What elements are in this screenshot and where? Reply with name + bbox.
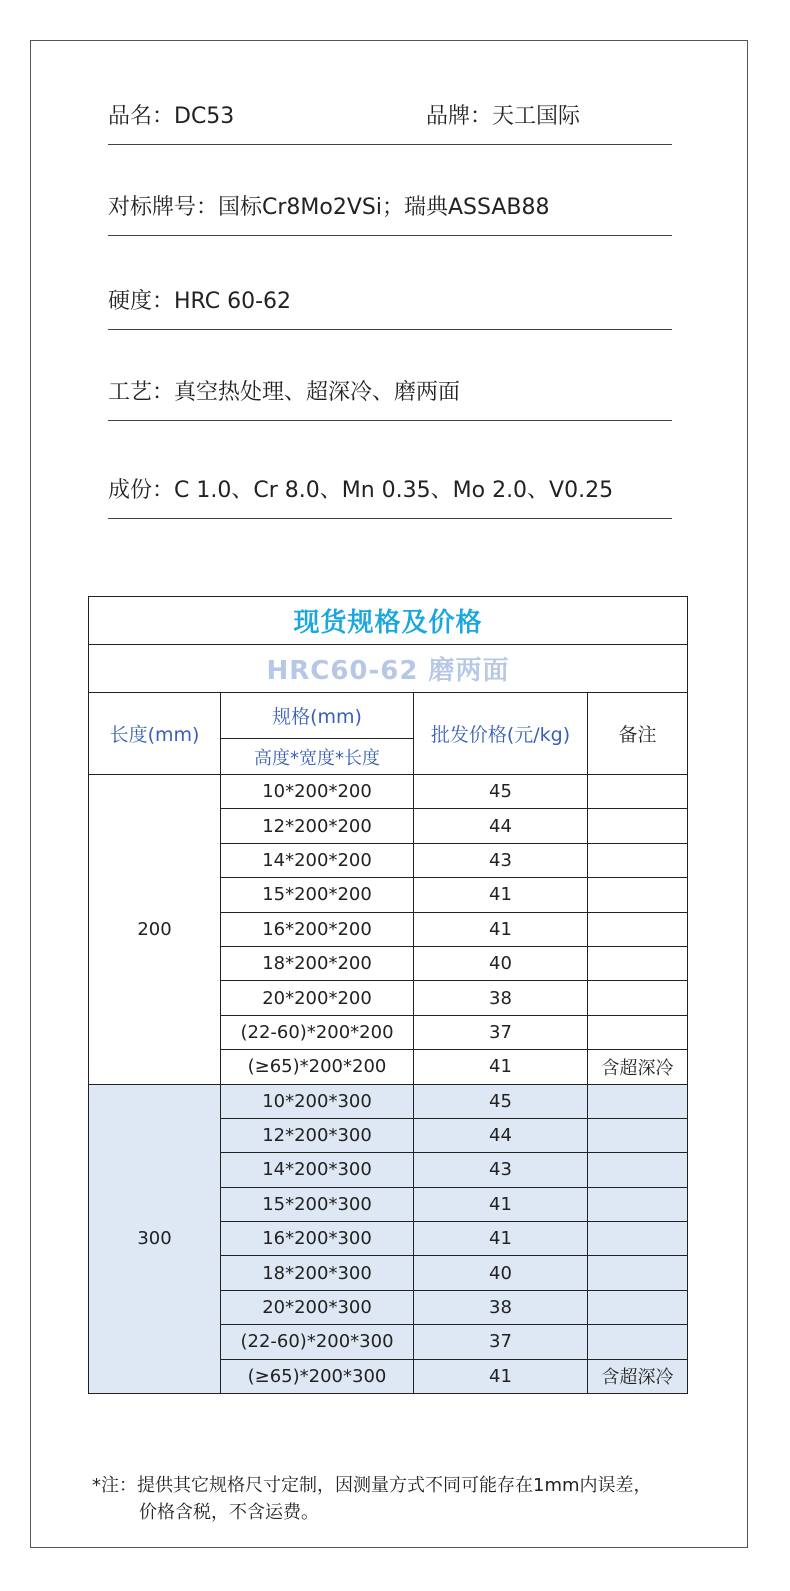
remark-cell bbox=[588, 775, 688, 809]
footnote-line-1: *注：提供其它规格尺寸定制，因测量方式不同可能存在1mm内误差， bbox=[92, 1475, 652, 1496]
spec-cell: 14*200*300 bbox=[221, 1153, 414, 1187]
remark-cell bbox=[588, 1325, 688, 1359]
spec-cell: 12*200*300 bbox=[221, 1118, 414, 1152]
spec-cell: 16*200*200 bbox=[221, 912, 414, 946]
footnote bbox=[92, 1472, 652, 1526]
length-cell: 300 bbox=[89, 1084, 221, 1394]
header-row bbox=[89, 693, 688, 739]
header-length: 长度(mm) bbox=[89, 693, 221, 775]
length-cell: 200 bbox=[89, 775, 221, 1085]
remark-cell bbox=[588, 1187, 688, 1221]
spec-cell: 20*200*300 bbox=[221, 1290, 414, 1324]
remark-cell bbox=[588, 1222, 688, 1256]
footnote-line-2: 价格含税，不含运费。 bbox=[139, 1502, 319, 1523]
header-remark: 备注 bbox=[588, 693, 688, 775]
price-cell: 40 bbox=[414, 1256, 588, 1290]
table-subtitle: HRC60-62 磨两面 bbox=[89, 645, 688, 693]
table-subtitle-row bbox=[89, 645, 688, 693]
header-price: 批发价格(元/kg) bbox=[414, 693, 588, 775]
remark-cell: 含超深冷 bbox=[588, 1050, 688, 1084]
remark-cell bbox=[588, 843, 688, 877]
spec-cell: (≥65)*200*200 bbox=[221, 1050, 414, 1084]
price-cell: 43 bbox=[414, 1153, 588, 1187]
price-cell: 45 bbox=[414, 1084, 588, 1118]
price-cell: 41 bbox=[414, 1222, 588, 1256]
table-title-row bbox=[89, 597, 688, 645]
composition: 成份：C 1.0、Cr 8.0、Mn 0.35、Mo 2.0、V0.25 bbox=[108, 478, 614, 503]
price-table bbox=[88, 596, 688, 1394]
price-cell: 43 bbox=[414, 843, 588, 877]
price-cell: 45 bbox=[414, 775, 588, 809]
spec-cell: 16*200*300 bbox=[221, 1222, 414, 1256]
table-title: 现货规格及价格 bbox=[89, 597, 688, 645]
spec-cell: (≥65)*200*300 bbox=[221, 1359, 414, 1393]
remark-cell bbox=[588, 912, 688, 946]
price-cell: 41 bbox=[414, 878, 588, 912]
spec-cell: 20*200*200 bbox=[221, 981, 414, 1015]
product-name: 品名：DC53 bbox=[108, 104, 235, 129]
spec-cell: 15*200*200 bbox=[221, 878, 414, 912]
price-cell: 41 bbox=[414, 1359, 588, 1393]
process: 工艺：真空热处理、超深冷、磨两面 bbox=[108, 380, 461, 405]
price-cell: 38 bbox=[414, 1290, 588, 1324]
remark-cell bbox=[588, 946, 688, 980]
spec-cell: 14*200*200 bbox=[221, 843, 414, 877]
price-cell: 41 bbox=[414, 1050, 588, 1084]
spec-cell: 15*200*300 bbox=[221, 1187, 414, 1221]
price-cell: 41 bbox=[414, 1187, 588, 1221]
price-cell: 44 bbox=[414, 809, 588, 843]
spec-cell: 18*200*200 bbox=[221, 946, 414, 980]
info-row-hardness bbox=[108, 286, 672, 330]
info-row-composition bbox=[108, 475, 672, 519]
remark-cell bbox=[588, 1256, 688, 1290]
remark-cell bbox=[588, 1015, 688, 1049]
spec-cell: (22-60)*200*300 bbox=[221, 1325, 414, 1359]
header-spec: 规格(mm) bbox=[221, 693, 414, 739]
info-row-process bbox=[108, 377, 672, 421]
hardness: 硬度：HRC 60-62 bbox=[108, 289, 292, 314]
remark-cell bbox=[588, 981, 688, 1015]
price-cell: 41 bbox=[414, 912, 588, 946]
spec-cell: (22-60)*200*200 bbox=[221, 1015, 414, 1049]
table-row bbox=[89, 775, 688, 809]
spec-cell: 10*200*200 bbox=[221, 775, 414, 809]
remark-cell bbox=[588, 878, 688, 912]
price-cell: 40 bbox=[414, 946, 588, 980]
remark-cell: 含超深冷 bbox=[588, 1359, 688, 1393]
remark-cell bbox=[588, 1118, 688, 1152]
spec-cell: 18*200*300 bbox=[221, 1256, 414, 1290]
price-cell: 37 bbox=[414, 1015, 588, 1049]
remark-cell bbox=[588, 1153, 688, 1187]
brand: 品牌：天工国际 bbox=[426, 104, 581, 129]
header-spec-sub: 高度*宽度*长度 bbox=[221, 739, 414, 775]
remark-cell bbox=[588, 1084, 688, 1118]
price-cell: 37 bbox=[414, 1325, 588, 1359]
price-cell: 44 bbox=[414, 1118, 588, 1152]
info-row-name-brand bbox=[108, 101, 672, 145]
spec-cell: 10*200*300 bbox=[221, 1084, 414, 1118]
price-cell: 38 bbox=[414, 981, 588, 1015]
remark-cell bbox=[588, 809, 688, 843]
info-row-equivalent bbox=[108, 192, 672, 236]
remark-cell bbox=[588, 1290, 688, 1324]
table-row bbox=[89, 1084, 688, 1118]
equivalent-grade: 对标牌号：国标Cr8Mo2VSi；瑞典ASSAB88 bbox=[108, 195, 550, 220]
spec-cell: 12*200*200 bbox=[221, 809, 414, 843]
